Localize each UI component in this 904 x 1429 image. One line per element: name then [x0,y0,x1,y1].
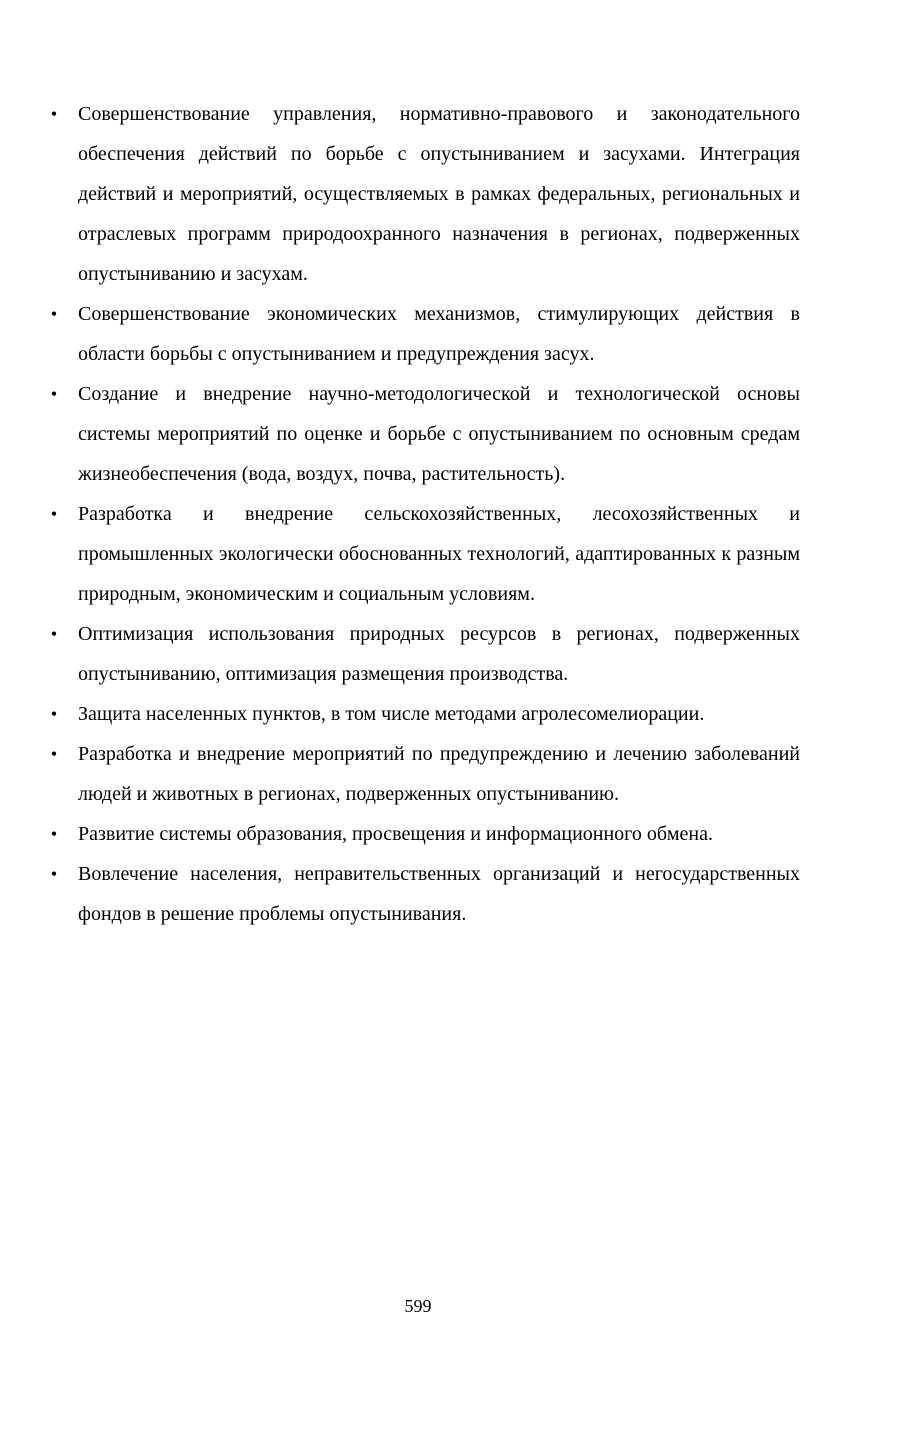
list-item-text: Совершенствование экономических механизмов, стимулирующих действия в области борьбы с опустыниванием и предупреждения засух. [78,303,800,365]
list-item [40,374,800,494]
list-item-text: Создание и внедрение научно-методологической и технологической основы системы мероприятий по оценке и борьбе с опустыниванием по основным средам жизнеобеспечения (вода, воздух, почва, растительность). [78,383,800,485]
list-item-text: Защита населенных пунктов, в том числе методами агролесомелиорации. [78,703,705,725]
list-item [40,694,800,734]
list-item [40,614,800,694]
bullet-list [40,94,800,934]
bullet-icon: • [50,704,58,724]
list-item-text: Развитие системы образования, просвещения и информационного обмена. [78,823,713,845]
page-number: 599 [404,1296,432,1316]
bullet-icon: • [50,504,58,524]
bullet-icon: • [50,744,58,764]
bullet-icon: • [50,824,58,844]
bullet-icon: • [50,304,58,324]
list-item [40,854,800,934]
list-item [40,734,800,814]
list-item-text: Разработка и внедрение мероприятий по предупреждению и лечению заболеваний людей и животных в регионах, подверженных опустыниванию. [78,743,800,805]
bullet-icon: • [50,104,58,124]
list-item [40,294,800,374]
list-item-text: Вовлечение населения, неправительственных организаций и негосударственных фондов в решение проблемы опустынивания. [78,863,800,925]
list-item [40,814,800,854]
bullet-icon: • [50,624,58,644]
list-item-text: Разработка и внедрение сельскохозяйственных, лесохозяйственных и промышленных экологически обоснованных технологий, адаптированных к разным природным, экономическим и социальным условиям. [78,503,800,605]
bullet-icon: • [50,384,58,404]
list-item-text: Оптимизация использования природных ресурсов в регионах, подверженных опустыниванию, оптимизация размещения производства. [78,623,800,685]
list-item [40,94,800,294]
list-item [40,494,800,614]
bullet-icon: • [50,864,58,884]
list-item-text: Совершенствование управления, нормативно-правового и законодательного обеспечения действий по борьбе с опустыниванием и засухами. Интеграция действий и мероприятий, осуществляемых в рамках федеральных, региональных и отраслевых программ природоохранного назначения в регионах, подверженных опустыниванию и засухам. [78,103,800,285]
